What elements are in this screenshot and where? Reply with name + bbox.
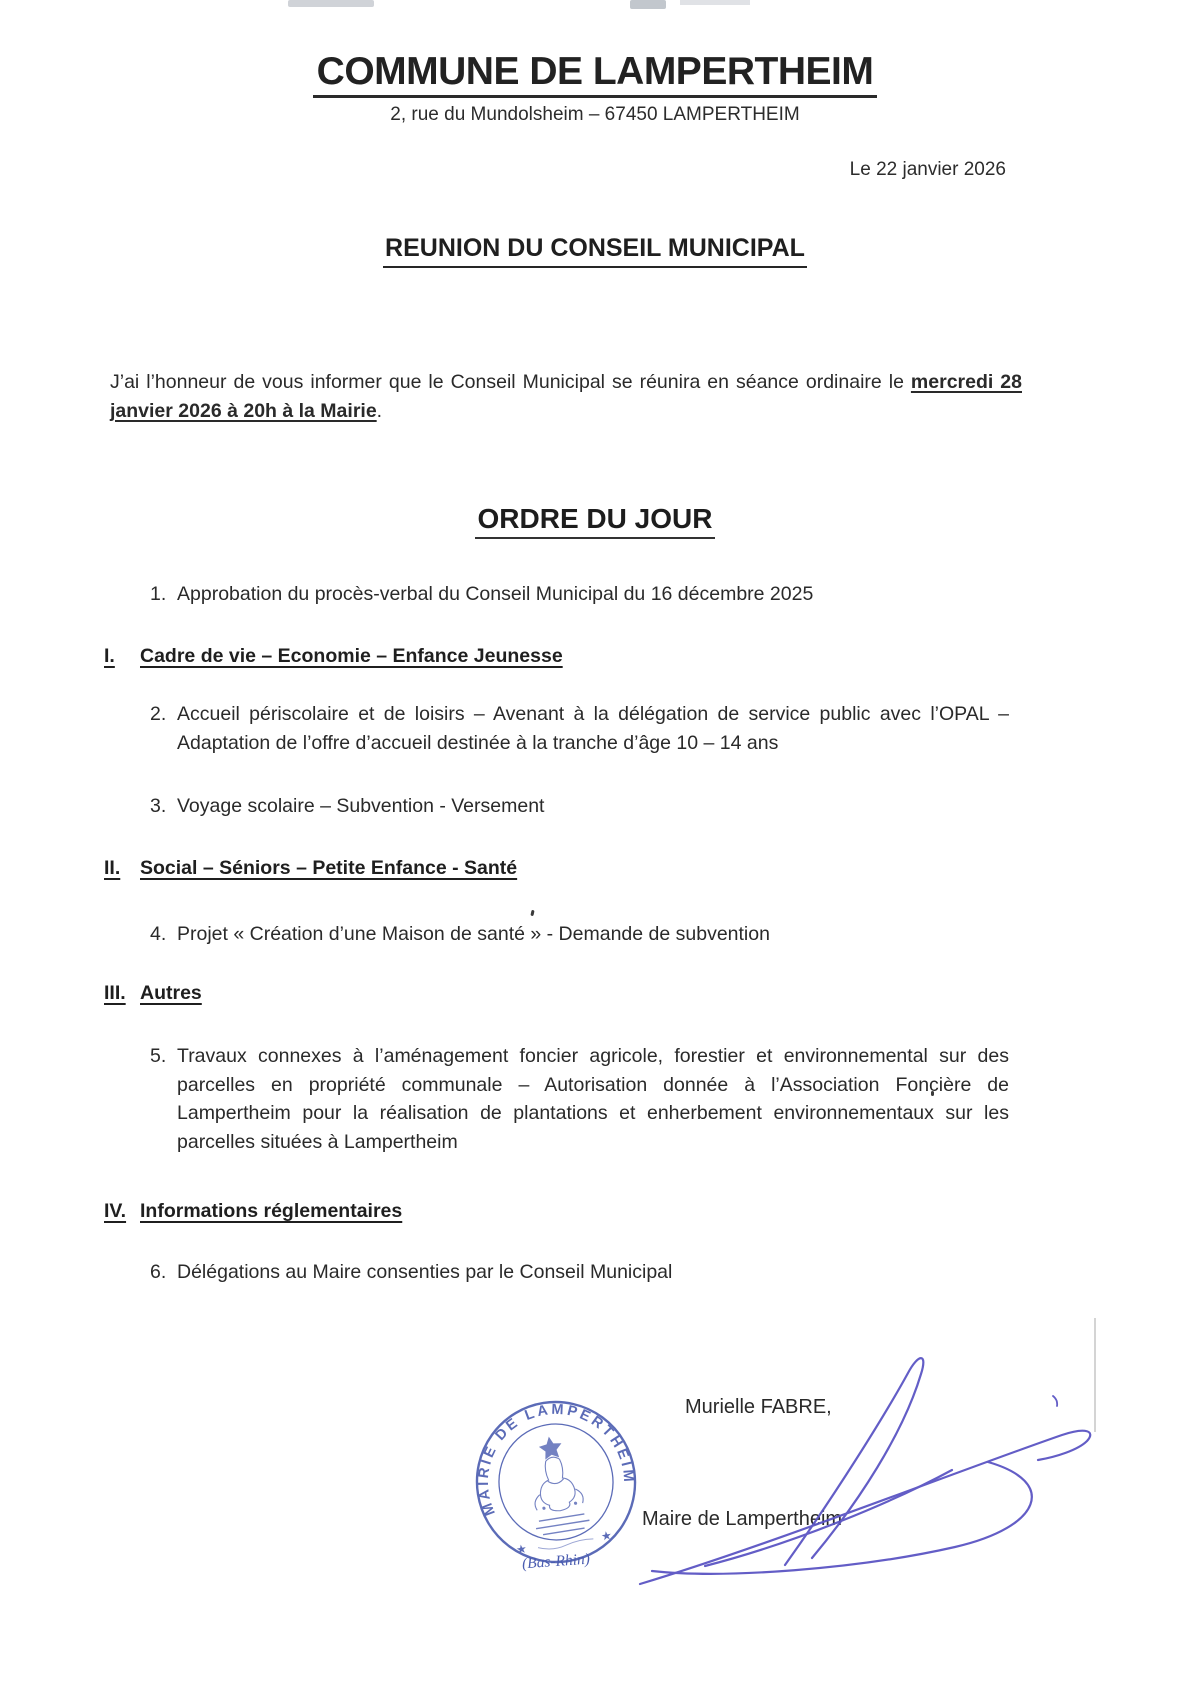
section-number: II. [104, 857, 121, 879]
signature-stroke-sweep [640, 1431, 1090, 1584]
handwritten-signature-graphic [600, 1335, 1120, 1625]
agenda-item-4 [150, 920, 1009, 949]
scan-speck-1 [530, 910, 534, 916]
item-text: Accueil périscolaire et de loisirs – Avenant à la délégation de service public avec l’OPAL – Adaptation de l’offre d’accueil destinée à la tranche d’âge 10 – 14 ans [177, 703, 1009, 754]
meeting-title-wrap [0, 234, 1190, 268]
signature-stroke-tick [1053, 1396, 1057, 1406]
item-text: Délégations au Maire consenties par le Conseil Municipal [177, 1261, 673, 1283]
section-title: Social – Séniors – Petite Enfance - Santé [140, 857, 518, 879]
agenda-section-3 [104, 982, 202, 1005]
agenda-item-6 [150, 1258, 1009, 1287]
section-number: III. [104, 982, 126, 1004]
scan-artifact-top-right [630, 0, 666, 9]
section-title: Informations réglementaires [140, 1200, 403, 1222]
agenda-title-wrap [0, 503, 1190, 539]
scan-artifact-top-left [288, 0, 374, 7]
item-text: Travaux connexes à l’aménagement foncier agricole, forestier et environnemental sur des parcelles en propriété communale – Autorisation donnée à l’Association Foncière de Lampertheim pour la réalisation de plantations et enherbement environnementaux sur les parcelles situées à Lampertheim [177, 1045, 1009, 1153]
section-title: Cadre de vie – Economie – Enfance Jeunesse [140, 645, 563, 667]
agenda-item-1 [150, 580, 1009, 609]
meeting-title: REUNION DU CONSEIL MUNICIPAL [383, 234, 807, 268]
item-text: Approbation du procès-verbal du Conseil Municipal du 16 décembre 2025 [177, 583, 814, 605]
intro-lead: J’ai l’honneur de vous informer que le Conseil Municipal se réunira en séance ordinaire le [110, 371, 911, 393]
intro-paragraph [110, 368, 1022, 426]
signatory-role: Maire de Lampertheim [642, 1508, 843, 1530]
commune-title: COMMUNE DE LAMPERTHEIM [313, 50, 878, 98]
agenda-item-2 [150, 700, 1009, 758]
agenda-item-3 [150, 792, 1009, 821]
stamp-bottom-microtext [538, 1538, 594, 1551]
intro-emphasis: mercredi 28 janvier 2026 à 20h à la Mairie [110, 371, 1022, 422]
address-line: 2, rue du Mundolsheim – 67450 LAMPERTHEIM [390, 104, 800, 125]
item-number: 4. [150, 923, 167, 945]
signature-stroke-bottom-loop [652, 1462, 1032, 1574]
item-number: 2. [150, 703, 167, 725]
item-number: 6. [150, 1261, 167, 1283]
signatory-name: Murielle FABRE, [685, 1396, 832, 1418]
section-number: I. [104, 645, 115, 667]
date-line: Le 22 janvier 2026 [849, 159, 1006, 180]
scan-artifact-top-right-2 [680, 0, 750, 5]
agenda-section-2 [104, 857, 517, 880]
commune-letterhead [0, 50, 1190, 98]
item-text: Voyage scolaire – Subvention - Versement [177, 795, 545, 817]
item-text: Projet « Création d’une Maison de santé » - Demande de subvention [177, 923, 770, 945]
stamp-ring-text: MAIRIE DE LAMPERTHEIM [475, 1401, 637, 1518]
agenda-item-5 [150, 1042, 1009, 1156]
agenda-section-4 [104, 1200, 402, 1223]
stamp-emblem [522, 1432, 590, 1535]
agenda-title: ORDRE DU JOUR [475, 503, 716, 539]
item-number: 5. [150, 1045, 167, 1067]
stamp-subtext: (Bas-Rhin) [521, 1550, 591, 1573]
section-number: IV. [104, 1200, 127, 1222]
stamp-star-left: ★ [515, 1541, 528, 1557]
agenda-section-1 [104, 645, 563, 668]
item-number: 1. [150, 583, 167, 605]
stamp-star-right: ★ [600, 1528, 613, 1544]
intro-tail: . [376, 400, 383, 422]
section-title: Autres [140, 982, 202, 1004]
item-number: 3. [150, 795, 167, 817]
